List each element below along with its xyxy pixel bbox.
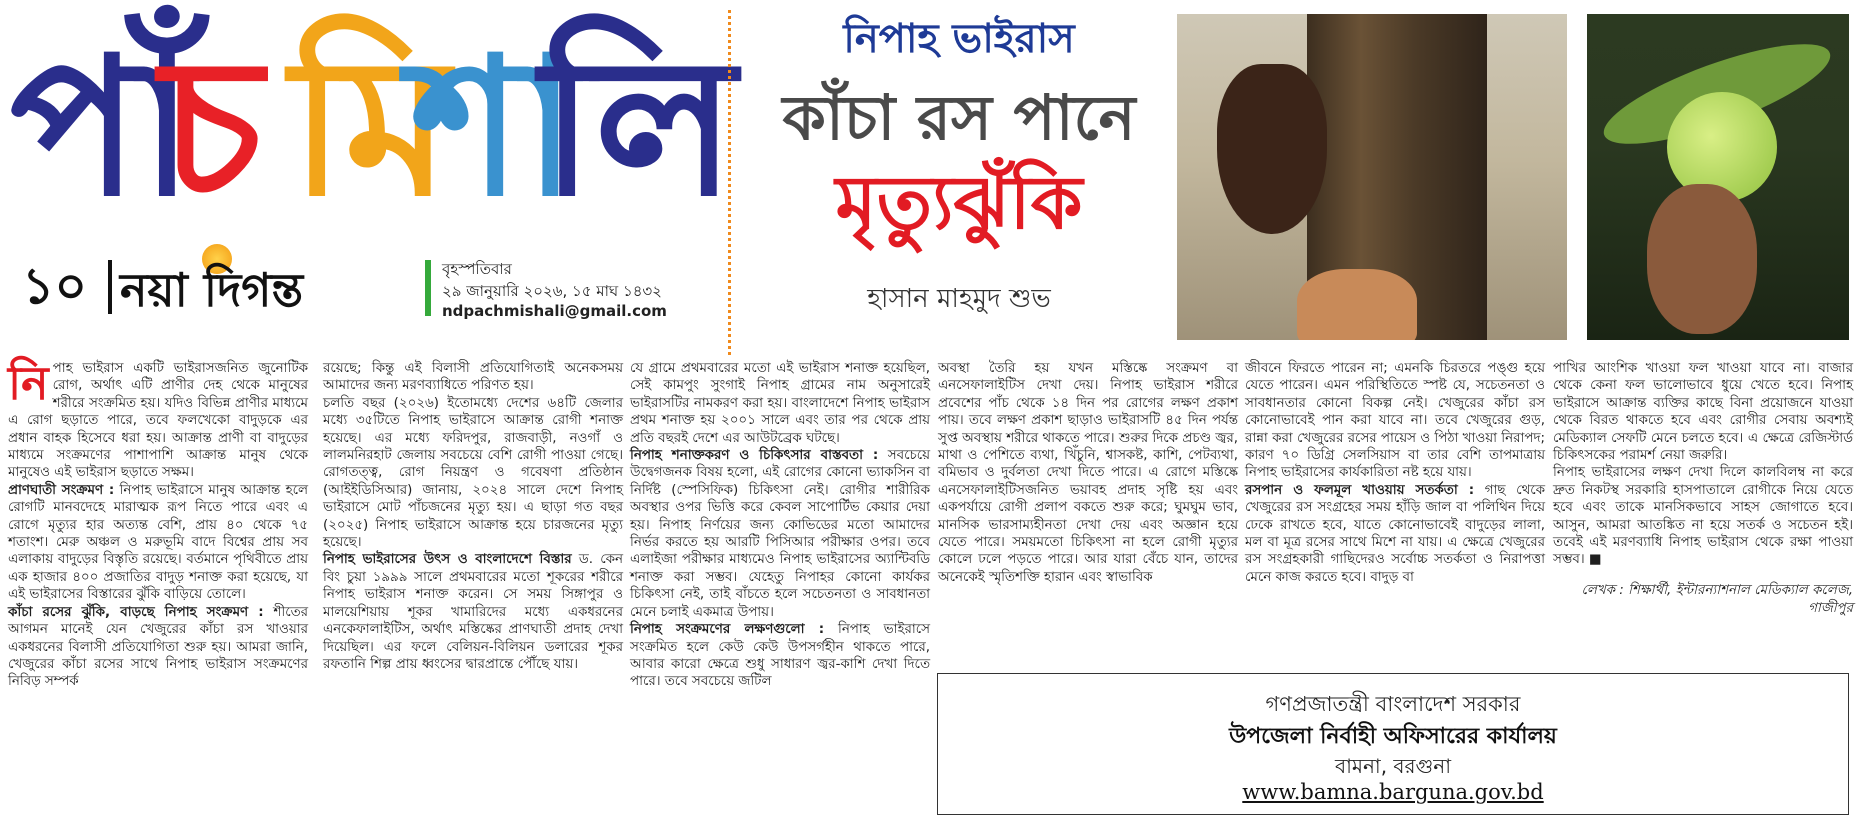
photo-bat-date-palm	[1177, 14, 1567, 340]
page-number-divider	[108, 260, 112, 314]
paragraph: জীবনে ফিরতে পারেন না; এমনকি চিরতরে পঙ্গু হয়ে যেতে পারেন। এমন পরিস্থিতিতে স্পষ্ট যে, সচেতনতা ও সাবধানতার কোনো বিকল্প নেই। খেজুরের কাঁচা রস কোনোভাবেই পান করা যাবে না। তবে খেজুরের গুড়, রান্না করা খেজুরের রসের পায়েস ও পিঠা খাওয়া নিরাপদ; কারণ ৭০ ডিগ্রি সেলসিয়াস বা তার বেশি তাপমাত্রায় নিপাহ ভাইরাসের কার্যকারিতা নষ্ট হয়ে যায়।	[1245, 361, 1545, 481]
headline-kicker: নিপাহ ভাইরাস	[843, 16, 1075, 62]
paragraph-text: পাহ ভাইরাস একটি ভাইরাসজনিত জুনোটিক রোগ, অর্থাৎ এটি প্রাণীর দেহ থেকে মানুষের শরীরে সংক্রমিত হয়। যদিও বিভিন্ন প্রাণীর মাধ্যমে এ রোগ ছড়াতে পারে, তবে ফলখেকো বাদুড়কে এর প্রধান বাহক হিসেবে ধরা হয়। আক্রান্ত প্রাণী বা বাদুড়ের মাধ্যমে সংক্রমণের পাশাপাশি আক্রান্ত মানুষ থেকে মানুষেও এই ভাইরাস ছড়াতে সক্ষম।	[8, 361, 308, 481]
logo-glyph-5: লি	[540, 17, 730, 238]
paragraph: নিপাহ ভাইরাসের লক্ষণ দেখা দিলে কালবিলম্ব না করে দ্রুত নিকটস্থ সরকারি হাসপাতালে রোগীকে নিয়ে যেতে হবে এবং তাকে মানসিকভাবে সাহস জোগাতে হবে। আসুন, আমরা আতঙ্কিত না হয়ে সতর্ক ও সচেতন হই। তবেই এই মরণব্যাধি নিপাহ ভাইরাস থেকে রক্ষা পাওয়া সম্ভব। ■	[1553, 465, 1853, 568]
dotted-divider	[728, 10, 731, 355]
ad-government-title: গণপ্রজাতন্ত্রী বাংলাদেশ সরকার	[1265, 692, 1521, 716]
bat-figure	[1217, 64, 1327, 234]
paragraph-text: নিপাহ ভাইরাসে মানুষ আক্রান্ত হলে রোগটি মানবদেহে মারাত্মক রূপ নিতে পারে এবং এ রোগে মৃত্যুর হার অত্যন্ত বেশি, প্রায় ৪০ থেকে ৭৫ শতাংশ। মেরু অঞ্চল ও মরুভূমি বাদে বিশ্বের প্রায় সব এলাকায় বাদুড়ের বিস্তৃতি রয়েছে। বর্তমানে পৃথিবীতে প্রায় এক হাজার ৪০০ প্রজাতির বাদুড় শনাক্ত করা হয়েছে, যা এই ভাইরাসের বিস্তারের ঝুঁকি বাড়িয়ে তোলে।	[8, 482, 308, 603]
paragraph	[8, 482, 308, 604]
contact-email[interactable]: ndpachmishali@gmail.com	[442, 302, 667, 320]
logo-glyph-1: পাঁ	[10, 17, 189, 238]
paragraph	[323, 551, 623, 673]
article-column-4	[938, 360, 1238, 586]
paragraph: পাখির আংশিক খাওয়া ফল খাওয়া যাবে না। বাজার থেকে কেনা ফল ভালোভাবে ধুয়ে খেতে হবে। নিপাহ ভাইরাসে আক্রান্ত ব্যক্তির কাছে বিনা প্রয়োজনে যাওয়া থেকে বিরত থাকতে হবে এবং রোগীর সেবায় অবশ্যই মেডিক্যাল সেফটি মেনে চলতে হবে। এ ক্ষেত্রে রেজিস্টার্ড চিকিৎসকের পরামর্শ নেয়া জরুরি।	[1553, 361, 1853, 464]
subheading: প্রাণঘাতী সংক্রমণ :	[8, 482, 115, 498]
dateline	[442, 258, 662, 302]
article-column-3	[630, 360, 930, 691]
paragraph-text: সবচেয়ে উদ্বেগজনক বিষয় হলো, এই রোগের কোনো ভ্যাকসিন বা নির্দিষ্ট (স্পেসিফিক) চিকিৎসা নেই। রোগীর শারীরিক অবস্থার ওপর ভিত্তি করে কেবল সাপোর্টিভ কেয়ার দেয়া হয়। নিপাহ নির্ণয়ের জন্য কোভিডের মতো আমাদের নির্ভর করতে হয় আরটি পিসিআর পরীক্ষার ওপর। তবে এলাইজা পরীক্ষার মাধ্যমেও নিপাহ ভাইরাসের অ্যান্টিবডি শনাক্ত করা সম্ভব। যেহেতু নিপাহর কোনো কার্যকর চিকিৎসা নেই, তাই বাঁচতে হলে সচেতনতা ও সাবধানতা মেনে চলাই একমাত্র উপায়।	[630, 448, 930, 620]
subheading: নিপাহ সংক্রমণের লক্ষণগুলো :	[630, 622, 825, 638]
ad-website-link[interactable]: www.bamna.barguna.gov.bd	[1242, 780, 1544, 804]
paragraph-text: গাছ থেকে খেজুরের রস সংগ্রহের সময় হাঁড়ি জাল বা পলিথিন দিয়ে ঢেকে রাখতে হবে, যাতে কোনোভাবেই বাদুড়ের লালা, মল বা মূত্র রসের সাথে মিশে না যায়। এ ক্ষেত্রে খেজুরের রস সংগ্রহকারী গাছিদেরও সর্বোচ্চ সতর্কতা ও নিরাপত্তা মেনে কাজ করতে হবে। বাদুড় বা	[1245, 482, 1546, 585]
paragraph-text: নিপাহ ভাইরাসে সংক্রমিত হলে কেউ কেউ উপসর্গহীন থাকতে পারে, আবার কারো ক্ষেত্রে শুধু সাধারণ জ্বর-কাশি দেখা দিতে পারে। তবে সবচেয়ে জটিল	[630, 622, 930, 690]
bat-figure-2	[1647, 184, 1757, 334]
headline-line-1: কাঁচা রস পানে	[782, 81, 1136, 154]
paragraph-text: শীতের আগমন মানেই যেন খেজুরের কাঁচা রস খাওয়ার একধরনের বিলাসী প্রতিযোগিতা শুরু হয়। আমরা জানি, খেজুরের কাঁচা রসের সাথে নিপাহ ভাইরাস সংক্রমণের নিবিড় সম্পর্ক	[8, 604, 308, 690]
headline-line-2: মৃত্যুঝুঁকি	[835, 160, 1083, 246]
logo-glyph-4: শা	[410, 17, 572, 238]
drop-cap: নি	[8, 356, 49, 410]
government-notice-ad	[937, 673, 1849, 815]
author-credit: লেখক : শিক্ষার্থী, ইন্টারন্যাশনাল মেডিক্যাল কলেজ, গাজীপুর	[1581, 583, 1853, 616]
logo-glyph-3: মি	[290, 17, 444, 238]
byline: হাসান মাহমুদ শুভ	[867, 284, 1051, 314]
sap-pot	[1297, 269, 1417, 340]
paragraph-text: ড. কেন বিং চুয়া ১৯৯৯ সালে প্রথমবারের মতো শূকরের শরীরে নিপাহ ভাইরাস শনাক্ত করেন। সে সময় সিঙ্গাপুর ও মালয়েশিয়ায় শূকর খামারিদের মধ্যে একধরনের এনকেফালাইটিস, অর্থাৎ মস্তিষ্কের প্রাণঘাতী প্রদাহ দেখা দিয়েছিল। এর ফলে বেলিয়ন-বিলিয়ন ডলারের শূকর রফতানি শিল্প প্রায় ধ্বংসের দ্বারপ্রান্তে পৌঁছে যায়।	[323, 552, 623, 672]
article-column-1	[8, 356, 308, 691]
article-column-5	[1245, 360, 1545, 586]
ad-location: বামনা, বরগুনা	[1334, 754, 1452, 778]
article-column-2	[323, 360, 623, 673]
supplement-logo	[10, 8, 730, 248]
photo-bat-fruit	[1587, 14, 1849, 340]
weekday: বৃহস্পতিবার	[442, 260, 512, 278]
subheading: কাঁচা রসের ঝুঁকি, বাড়ছে নিপাহ সংক্রমণ :	[8, 604, 264, 620]
paragraph	[8, 356, 308, 482]
ad-office-title: উপজেলা নির্বাহী অফিসারের কার্যালয়	[1229, 724, 1557, 749]
paragraph	[630, 447, 930, 621]
subheading: নিপাহ ভাইরাসের উৎস ও বাংলাদেশে বিস্তার	[323, 552, 572, 568]
subheading: রসপান ও ফলমূল খাওয়ায় সতর্কতা :	[1245, 482, 1475, 498]
paragraph: রয়েছে; কিন্তু এই বিলাসী প্রতিযোগিতাই অনেকসময় আমাদের জন্য মরণব্যাধিতে পরিণত হয়।	[323, 361, 623, 394]
paragraph	[630, 621, 930, 691]
paragraph	[8, 604, 308, 691]
page-number: ১০	[22, 257, 87, 315]
paragraph: যে গ্রামে প্রথমবারের মতো এই ভাইরাস শনাক্ত হয়েছিল, সেই কামপুং সুংগাই নিপাহ গ্রামের নাম অনুসারেই ভাইরাসটির নামকরণ করা হয়। বাংলাদেশে নিপাহ ভাইরাস প্রথম শনাক্ত হয় ২০০১ সালে এবং তার পর থেকে প্রায় প্রতি বছরই দেশে এর আউটব্রেক ঘটছে।	[630, 361, 930, 446]
masthead	[10, 8, 730, 353]
date-divider	[425, 260, 431, 316]
subheading: নিপাহ শনাক্তকরণ ও চিকিৎসার বাস্তবতা :	[630, 448, 879, 464]
paragraph	[1245, 482, 1545, 586]
paragraph: অবস্থা তৈরি হয় যখন মস্তিষ্কে সংক্রমণ বা এনসেফালাইটিস দেখা দেয়। নিপাহ ভাইরাস শরীরে প্রবেশের পাঁচ থেকে ১৪ দিন পর রোগের লক্ষণ প্রকাশ পায়। তবে লক্ষণ প্রকাশ ছাড়াও ভাইরাসটি ৪৫ দিন পর্যন্ত সুপ্ত অবস্থায় শরীরে থাকতে পারে। শুরুর দিকে প্রচণ্ড জ্বর, মাথা ও পেশিতে ব্যথা, খিঁচুনি, শ্বাসকষ্ট, কাশি, পেটব্যথা, বমিভাব ও দুর্বলতা দেখা দিতে পারে। এ রোগে মস্তিষ্কে এনসেফালাইটিসজনিত ভয়াবহ প্রদাহ সৃষ্টি হয় এবং একপর্যায়ে রোগী প্রলাপ বকতে শুরু করে; ঘুমঘুম ভাব, মানসিক ভারসাম্যহীনতা দেখা দেয় এবং অজ্ঞান হয়ে যেতে পারে। সময়মতো চিকিৎসা না হলে রোগী মৃত্যুর কোলে ঢলে পড়তে পারে। আর যারা বেঁচে যান, তাদের অনেকেই স্মৃতিশক্তি হারান এবং স্বাভাবিক	[938, 361, 1238, 585]
logo-glyph-2: চ	[160, 17, 257, 238]
article-column-6	[1553, 360, 1853, 630]
date: ২৯ জানুয়ারি ২০২৬, ১৫ মাঘ ১৪৩২	[442, 282, 662, 300]
newspaper-logo: নয়া দিগন্ত	[120, 263, 304, 317]
paragraph: চলতি বছর (২০২৬) ইতোমধ্যে দেশের ৬৪টি জেলার মধ্যে ৩৫টিতে নিপাহ ভাইরাসে আক্রান্ত রোগী শনাক্ত হয়েছে। এর মধ্যে ফরিদপুর, রাজবাড়ী, নওগাঁ ও লালমনিরহাট জেলায় সবচেয়ে বেশি রোগী পাওয়া গেছে। রোগতত্ত্ব, রোগ নিয়ন্ত্রণ ও গবেষণা প্রতিষ্ঠান (আইইডিসিআর) জানায়, ২০২৪ সালে দেশে নিপাহ ভাইরাসে মোট পাঁচজনের মৃত্যু হয়। এ ছাড়া গত বছর (২০২৫) নিপাহ ভাইরাসে আক্রান্ত হয়ে চারজনের মৃত্যু হয়েছে।	[323, 395, 623, 551]
